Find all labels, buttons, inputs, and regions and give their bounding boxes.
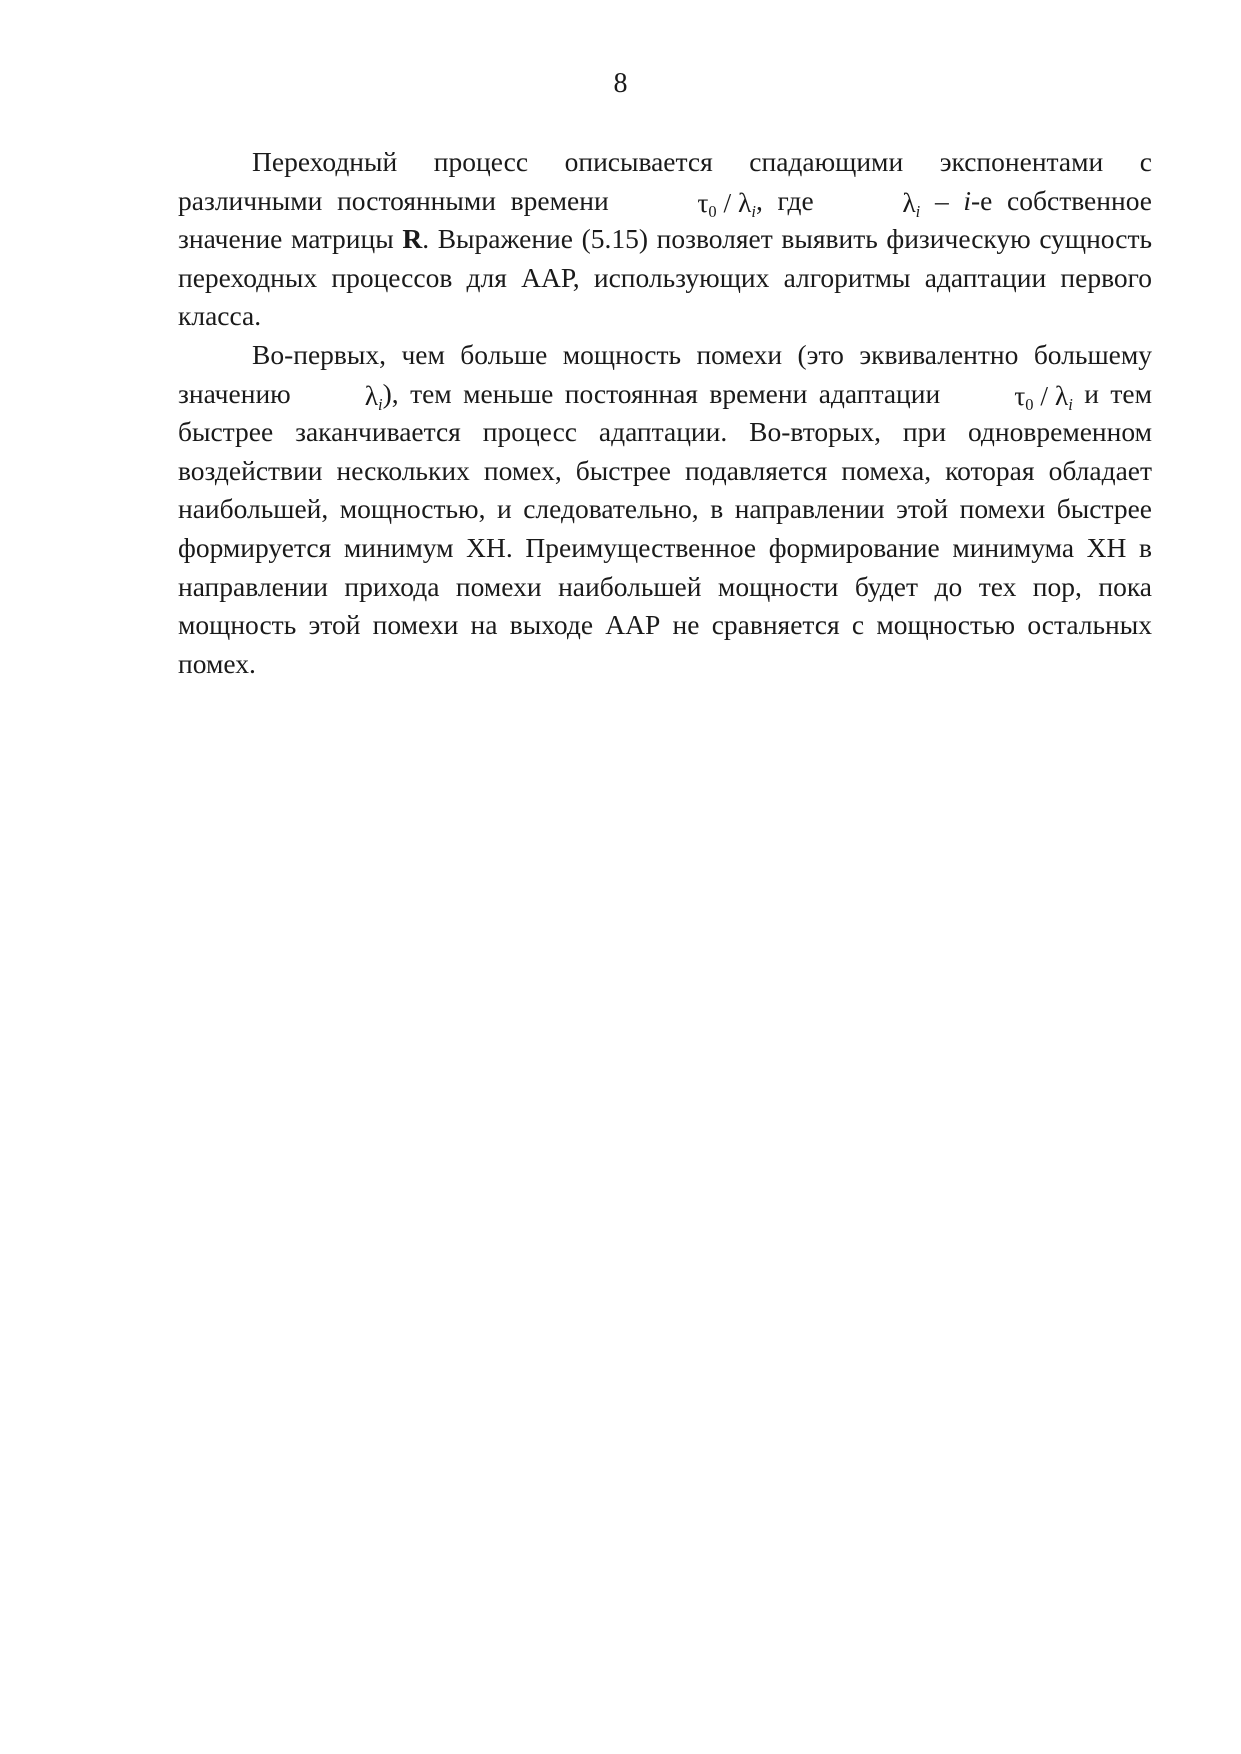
subscript-zero: 0 [708,201,717,221]
paragraph-2 [178,336,1152,683]
paragraph-1-text-b: , где [755,184,829,216]
symbol-tau: τ [1014,379,1026,411]
page-number: 8 [613,68,628,99]
italic-i: i [963,184,972,216]
paragraph-1-text-c: – [920,184,964,216]
formula-lambda-i [291,377,383,416]
fraction-slash: / [1033,379,1055,411]
formula-tau-over-lambda [940,377,1073,416]
subscript-zero: 0 [1025,394,1034,414]
subscript-i: i [1068,394,1073,414]
symbol-lambda: λ [364,379,379,411]
paragraph-2-text-a: Во-первых, чем больше мощность помехи (это эквивалентно большему значению [178,338,1152,409]
subscript-i: i [378,394,383,414]
matrix-r-bold: R [402,223,423,255]
symbol-tau: τ [697,186,709,218]
symbol-lambda: λ [902,186,916,218]
paragraph-1-text-a: Переходный процесс описывается спадающими экспонентами с различными постоянными времени [178,146,1152,216]
paragraph-1 [178,143,1152,336]
fraction-slash: / [716,186,739,218]
paragraph-1-text-e: . Выражение (5.15) позволяет выявить физическую сущность переходных процессов для ААР, использующих алгоритмы адаптации первого класса. [178,223,1153,332]
symbol-lambda: λ [1054,379,1069,411]
subscript-i: i [915,201,921,221]
paragraph-1-text-d: -е собственное значение матрицы [178,184,1152,255]
paragraph-2-text-c: и тем быстрее заканчивается процесс адаптации. Во-вторых, при одновременном воздействии нескольких помех, быстрее подавляется помеха, которая обладает наибольшей, мощностью, и следовательно, в направлении этой помехи быстрее формируется минимум ХН. Преимущественное формирование минимума ХН в направлении прихода помехи наибольшей мощности будет до тех пор, пока мощность этой помехи на выходе ААР не сравняется с мощностью остальных помех. [178,377,1152,679]
body-text [178,143,1152,683]
symbol-lambda: λ [738,186,752,218]
formula-tau-over-lambda [623,184,756,223]
paragraph-2-text-b: ), тем меньше постоянная времени адаптации [382,377,941,409]
formula-lambda-i [828,184,920,223]
subscript-i: i [751,201,756,221]
